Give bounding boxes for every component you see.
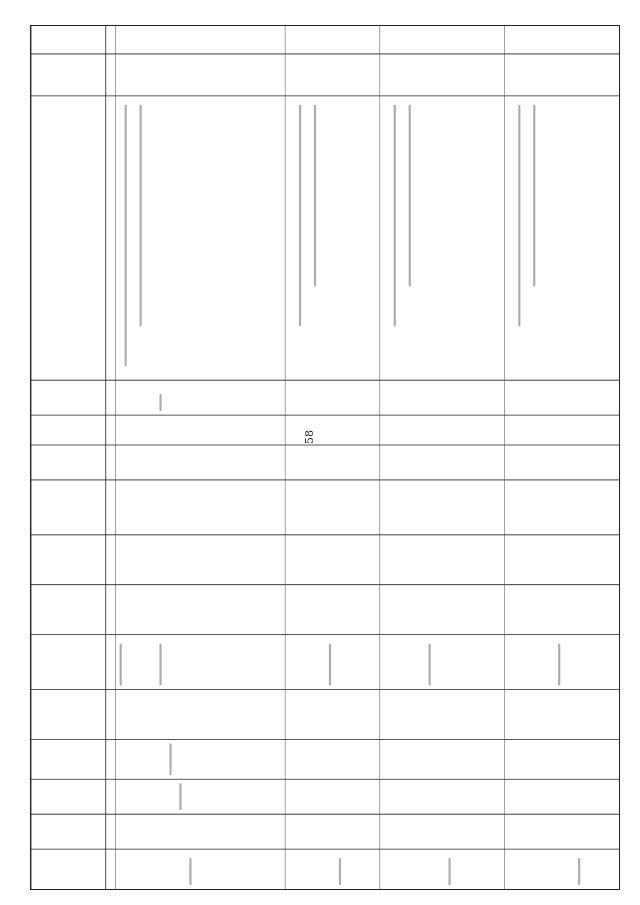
illegible-text-strokes [31, 26, 619, 889]
page-number: 58 [303, 430, 316, 444]
data-table [30, 25, 620, 890]
